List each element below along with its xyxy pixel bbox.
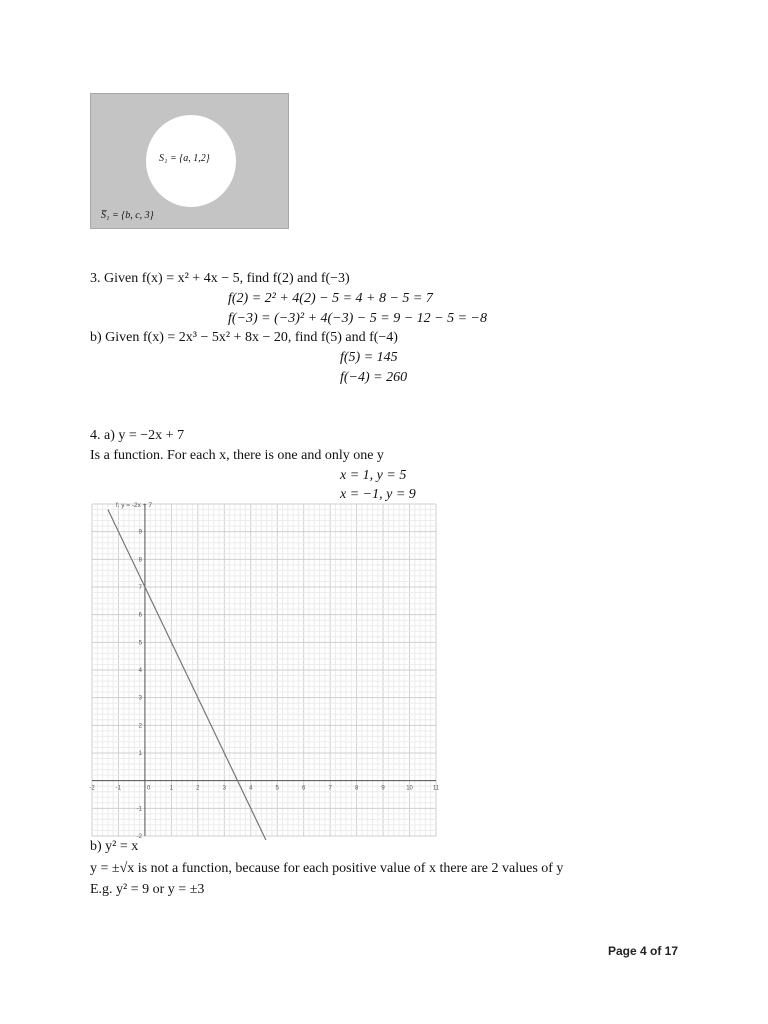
- q4a-line-1: x = 1, y = 5: [340, 468, 407, 483]
- q3-prompt: 3. Given f(x) = x² + 4x − 5, find f(2) and f(−3): [90, 271, 350, 286]
- y-tick-label: 7: [138, 585, 142, 591]
- y-tick-label: 3: [138, 695, 142, 702]
- q3b-line-2: f(−4) = 260: [340, 370, 408, 385]
- q3-line-2: f(−3) = (−3)² + 4(−3) − 5 = 9 − 12 − 5 = −8: [228, 311, 487, 326]
- x-tick-label: 9: [381, 785, 385, 792]
- q3-line-1: f(2) = 2² + 4(2) − 5 = 4 + 8 − 5 = 7: [228, 291, 433, 306]
- x-tick-label: 5: [275, 785, 279, 792]
- function-graph: [88, 500, 440, 840]
- q4b-text: y = ±√x is not a function, because for each positive value of x there are 2 values of y: [90, 861, 564, 876]
- q4a-line-2: x = −1, y = 9: [340, 487, 416, 502]
- y-tick-label: 5: [138, 640, 142, 647]
- x-tick-label: 10: [406, 785, 413, 792]
- x-tick-label: 4: [249, 785, 253, 792]
- x-tick-label: -1: [115, 785, 122, 792]
- q3b-prompt: b) Given f(x) = 2x³ − 5x² + 8x − 20, find f(5) and f(−4): [90, 330, 398, 345]
- y-tick-label: 9: [138, 529, 142, 536]
- y-tick-label: 8: [138, 557, 142, 564]
- x-tick-label: 11: [432, 785, 440, 792]
- y-tick-label: 4: [138, 668, 142, 674]
- y-tick-label: 2: [138, 723, 142, 730]
- q4a-prompt: 4. a) y = −2x + 7: [90, 428, 185, 443]
- q4b-example: E.g. y² = 9 or y = ±3: [90, 882, 205, 897]
- q4a-text: Is a function. For each x, there is one and only one y: [90, 448, 384, 463]
- x-tick-label: 3: [222, 785, 226, 792]
- x-tick-label: 0: [146, 785, 151, 792]
- x-tick-label: 2: [196, 785, 200, 792]
- y-tick-label: -1: [136, 806, 142, 813]
- venn-diagram: [90, 93, 289, 229]
- page-number: Page 4 of 17: [608, 944, 679, 958]
- x-tick-label: 1: [169, 785, 174, 792]
- x-tick-label: 8: [354, 785, 359, 792]
- x-tick-label: 6: [302, 785, 306, 792]
- y-tick-label: 6: [138, 612, 142, 619]
- venn-complement-label: S̅₁ = {b, c, 3}: [101, 210, 154, 221]
- q3b-line-1: f(5) = 145: [340, 350, 398, 365]
- function-label: f: y = -2x + 7: [115, 501, 152, 509]
- x-tick-label: -2: [89, 785, 95, 792]
- q4b-prompt: b) y² = x: [90, 839, 139, 854]
- y-tick-label: -2: [136, 834, 142, 840]
- venn-set-label: S₁ = {a, 1,2}: [159, 153, 210, 164]
- x-tick-label: 7: [328, 785, 332, 792]
- y-tick-label: 1: [138, 751, 142, 757]
